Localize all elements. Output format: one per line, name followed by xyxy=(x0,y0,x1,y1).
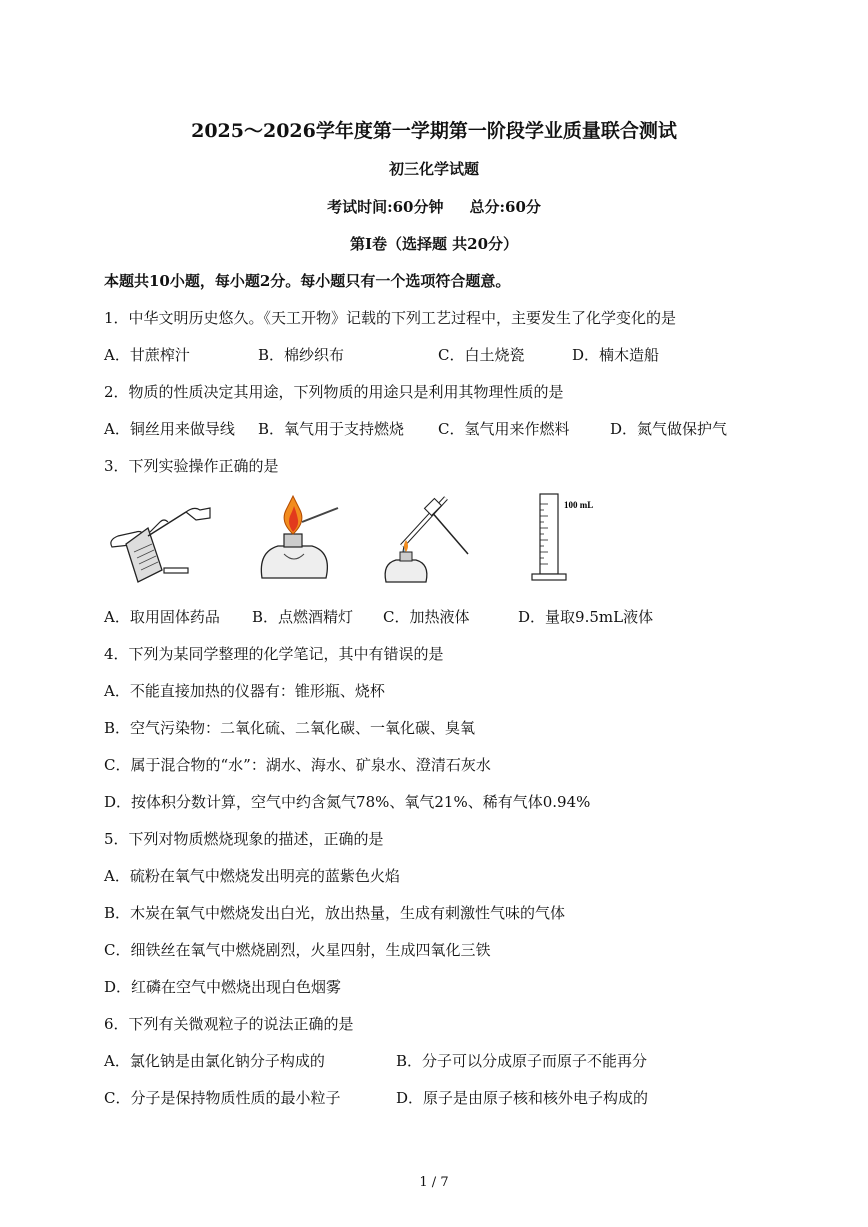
question-6-option-d: D．原子是由原子核和核外电子构成的 xyxy=(396,1089,649,1107)
question-5-option-d: D．红磷在空气中燃烧出现白色烟雾 xyxy=(104,978,342,996)
question-4-option-b: B．空气污染物：二氧化硫、二氧化碳、一氧化碳、臭氧 xyxy=(104,719,476,737)
page-number: 1 / 7 xyxy=(419,1175,449,1190)
question-5-option-b: B．木炭在氧气中燃烧发出白光，放出热量，生成有刺激性气味的气体 xyxy=(104,904,566,922)
question-2-stem: 2．物质的性质决定其用途，下列物质的用途只是利用其物理性质的是 xyxy=(104,383,564,401)
section-instruction: 本题共10小题，每小题2分。每小题只有一个选项符合题意。 xyxy=(104,272,511,290)
exam-info xyxy=(0,196,868,217)
question-3-option-b: B．点燃酒精灯 xyxy=(252,608,354,626)
alcohol-lamp-illustration xyxy=(254,492,344,587)
question-1-option-b: B．棉纱织布 xyxy=(258,346,345,364)
question-2-option-a: A．铜丝用来做导线 xyxy=(104,420,235,438)
cylinder-capacity-label: 100 mL xyxy=(564,500,594,510)
question-2-option-b: B．氧气用于支持燃烧 xyxy=(258,420,405,438)
heating-liquid-illustration xyxy=(376,492,476,587)
question-4-stem: 4．下列为某同学整理的化学笔记，其中有错误的是 xyxy=(104,645,444,663)
question-3-stem: 3．下列实验操作正确的是 xyxy=(104,457,279,475)
question-4-option-a: A．不能直接加热的仪器有：锥形瓶、烧杯 xyxy=(104,682,385,700)
exam-subtitle: 初三化学试题 xyxy=(388,160,479,178)
question-6-option-a: A．氯化钠是由氯化钠分子构成的 xyxy=(104,1052,325,1070)
question-3-option-d: D．量取9.5mL液体 xyxy=(518,608,654,626)
question-5-option-a: A．硫粉在氧气中燃烧发出明亮的蓝紫色火焰 xyxy=(104,867,400,885)
question-2-option-c: C．氢气用来作燃料 xyxy=(438,420,570,438)
question-4-option-d: D．按体积分数计算，空气中约含氮气78%、氧气21%、稀有气体0.94% xyxy=(104,793,591,811)
question-3-option-c: C．加热液体 xyxy=(383,608,470,626)
question-1-option-c: C．白土烧瓷 xyxy=(438,346,525,364)
question-6-stem: 6．下列有关微观粒子的说法正确的是 xyxy=(104,1015,354,1033)
question-4-option-c: C．属于混合物的“水”：湖水、海水、矿泉水、澄清石灰水 xyxy=(104,756,491,774)
question-5-option-c: C．细铁丝在氧气中燃烧剧烈，火星四射，生成四氧化三铁 xyxy=(104,941,491,959)
question-3-figures xyxy=(104,492,644,592)
exam-time: 考试时间:60分钟 xyxy=(327,198,444,216)
question-2-option-d: D．氮气做保护气 xyxy=(610,420,728,438)
question-1-option-a: A．甘蔗榨汁 xyxy=(104,346,190,364)
question-1-option-d: D．楠木造船 xyxy=(572,346,660,364)
part-heading: 第Ⅰ卷（选择题 共20分） xyxy=(349,235,519,253)
question-6-option-b: B．分子可以分成原子而原子不能再分 xyxy=(396,1052,648,1070)
question-3-option-a: A．取用固体药品 xyxy=(104,608,220,626)
exam-title: 2025～2026学年度第一学期第一阶段学业质量联合测试 xyxy=(191,120,677,142)
exam-score: 总分:60分 xyxy=(469,198,541,216)
question-6-option-c: C．分子是保持物质性质的最小粒子 xyxy=(104,1089,341,1107)
solid-reagent-illustration xyxy=(104,492,214,587)
question-1-stem: 1．中华文明历史悠久。《天工开物》记载的下列工艺过程中，主要发生了化学变化的是 xyxy=(104,309,677,327)
question-5-stem: 5．下列对物质燃烧现象的描述，正确的是 xyxy=(104,830,384,848)
measuring-cylinder-illustration xyxy=(524,492,604,587)
